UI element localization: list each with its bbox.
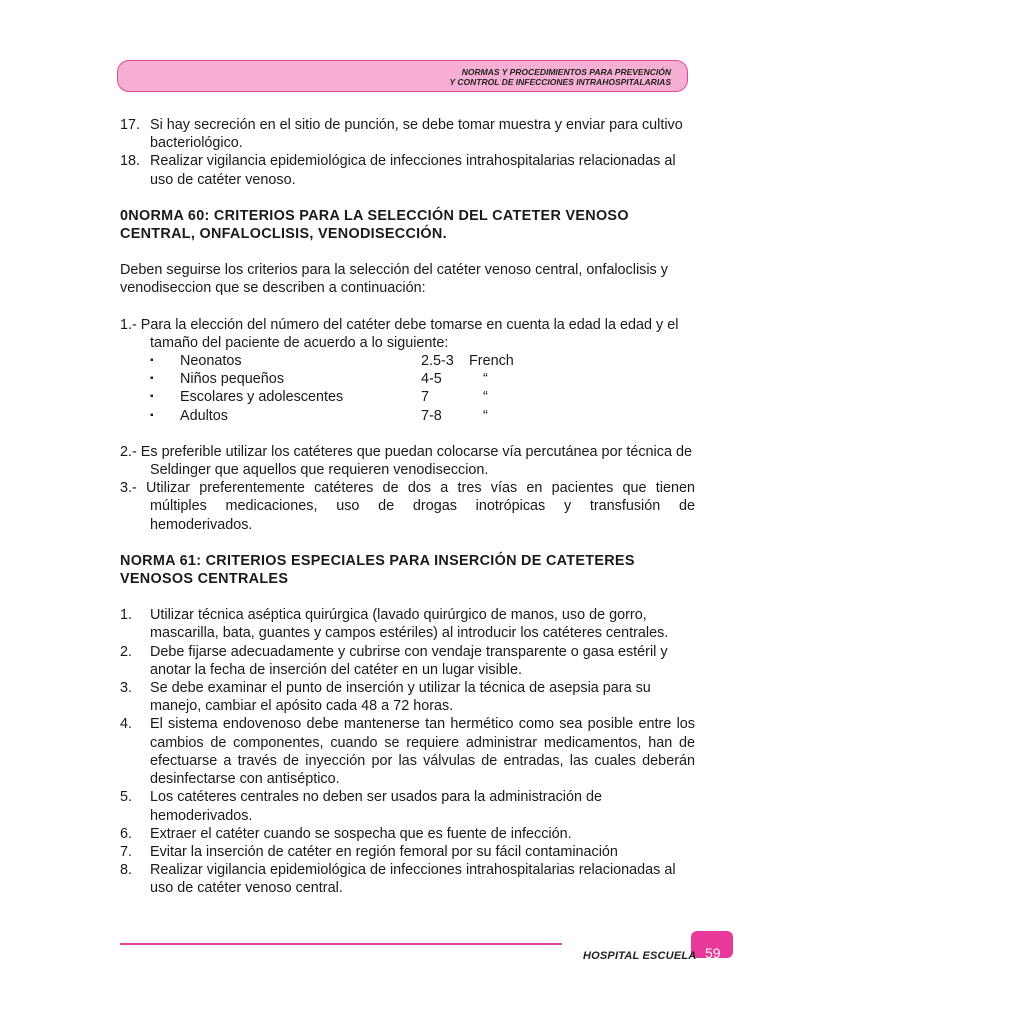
running-header [450,67,672,87]
patient-group: Escolares y adolescentes [180,389,344,406]
list-item [120,152,695,188]
item-number: 4. [120,716,133,733]
norma-61-list [120,606,695,897]
page-body [120,116,695,898]
footer-label: HOSPITAL ESCUELA [583,950,697,962]
list-item [120,843,695,861]
list-item [120,788,695,824]
bullet-icon: ▪ [150,391,154,403]
list-item [120,606,695,642]
item-text: El sistema endovenoso debe mantenerse tan hermético como sea posible entre los cambios de componentes, cuando se requiere administrar medicamentos, han de efectuarse a través de inyección por las válvulas de entradas, las cuales deberán desinfectarse con antiséptico. [150,716,695,788]
item-number: 18. [120,153,141,170]
patient-group: Adultos [180,407,228,424]
footer-rule [120,943,562,945]
patient-group: Neonatos [180,353,242,370]
norma-60-point-1: 1.- Para la elección del número del catéter debe tomarse en cuenta la edad la edad y el tamaño del paciente de acuerdo a lo siguiente: [120,316,679,351]
item-text: Utilizar técnica aséptica quirúrgica (lavado quirúrgico de manos, uso de gorro, mascarilla, bata, guantes y campos estériles) al introducir los catéteres centrales. [150,607,669,642]
bullet-icon: ▪ [150,373,154,385]
list-item [150,388,695,406]
catheter-unit: “ [483,407,488,424]
norma-60-point-2: 2.- Es preferible utilizar los catéteres que puedan colocarse vía percutánea por técnica de Seldinger que aquellos que requieren venodiseccion. [120,443,692,479]
header-line-1: NORMAS Y PROCEDIMIENTOS PARA PREVENCIÓN [461,67,671,77]
bullet-icon: ▪ [150,355,154,367]
norma-60-heading: 0NORMA 60: CRITERIOS PARA LA SELECCIÓN DEL CATETER VENOSO CENTRAL, ONFALOCLISIS, VENODISECCIÓN. [120,207,629,243]
item-number: 3. [120,680,133,697]
list-item [150,352,695,370]
item-number: 17. [120,117,141,133]
header-band [117,60,688,92]
list-item [120,825,695,843]
list-item [120,861,695,897]
header-line-2: Y CONTROL DE INFECCIONES INTRAHOSPITALARIAS [449,77,671,87]
catheter-size-list [150,352,695,425]
item-number: 6. [120,825,133,842]
catheter-size: 2.5-3 [421,353,454,370]
norma-61-heading: NORMA 61: CRITERIOS ESPECIALES PARA INSERCIÓN DE CATETERES VENOSOS CENTRALES [120,552,635,588]
item-text: Realizar vigilancia epidemiológica de infecciones intrahospitalarias relacionadas al uso de catéter venoso. [150,153,676,188]
catheter-unit: “ [483,389,488,406]
patient-group: Niños pequeños [180,371,285,388]
item-text: Evitar la inserción de catéter en región femoral por su fácil contaminación [150,843,618,860]
catheter-unit: “ [483,371,488,388]
item-text: Se debe examinar el punto de inserción y utilizar la técnica de asepsia para su manejo, cambiar el apósito cada 48 a 72 horas. [150,680,651,715]
list-item [120,116,695,152]
point-3-line-3: hemoderivados. [150,516,253,533]
item-number: 8. [120,862,133,879]
list-item [120,643,695,679]
item-text: Extraer el catéter cuando se sospecha que es fuente de infección. [150,825,572,842]
item-text: Realizar vigilancia epidemiológica de infecciones intrahospitalarias relacionadas al uso de catéter venoso central. [150,862,676,897]
point-3-line-2: múltiples medicaciones, uso de drogas inotrópicas y transfusión de [150,498,695,515]
list-item [150,370,695,388]
norma-60-point-3 [120,479,695,534]
norma-60-intro: Deben seguirse los criterios para la selección del catéter venoso central, onfaloclisis y venodiseccion que se describen a continuación: [120,262,668,297]
point-3-line-1: 3.- Utilizar preferentemente catéteres de dos a tres vías en pacientes que tienen [120,480,695,497]
item-number: 2. [120,643,133,660]
item-text: Si hay secreción en el sitio de punción, se debe tomar muestra y enviar para cultivo bacteriológico. [150,117,683,152]
bullet-icon: ▪ [150,409,154,421]
catheter-size: 7 [421,389,430,406]
list-item [150,407,695,425]
page-number: 59 [705,945,721,961]
item-number: 5. [120,789,133,806]
item-text: Los catéteres centrales no deben ser usados para la administración de hemoderivados. [150,789,602,824]
list-item [120,715,695,788]
catheter-unit: French [469,353,514,370]
item-number: 7. [120,843,133,860]
item-text: Debe fijarse adecuadamente y cubrirse con vendaje transparente o gasa estéril y anotar la fecha de inserción del catéter en un lugar visible. [150,643,668,678]
list-item [120,679,695,715]
catheter-size: 7-8 [421,407,442,424]
catheter-size: 4-5 [421,371,442,388]
item-number: 1. [120,607,133,624]
